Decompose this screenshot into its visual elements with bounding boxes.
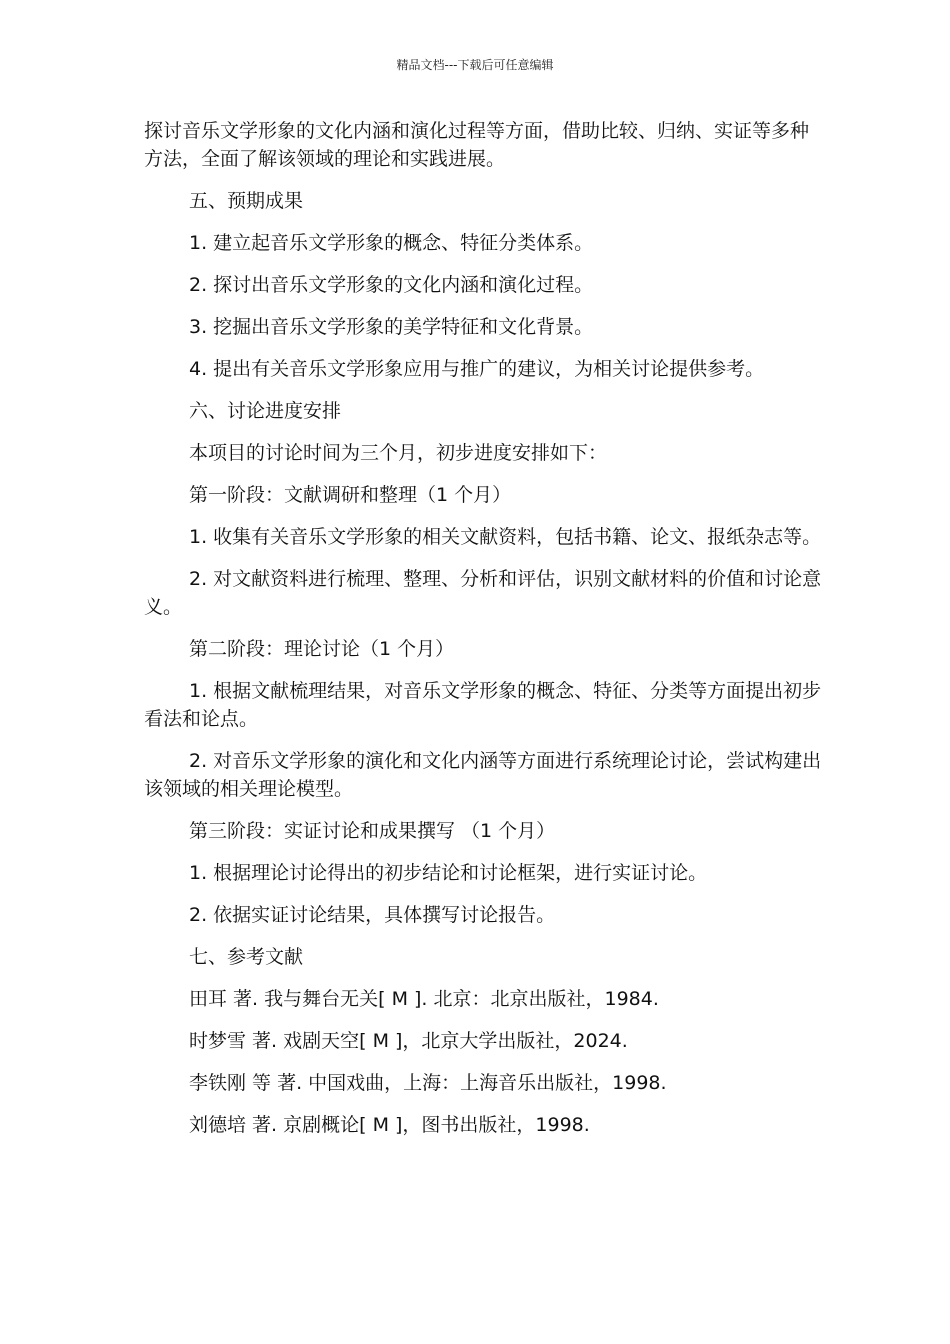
reference-item: 刘德培 著. 京剧概论[ M ]，图书出版社，1998. [189, 1114, 590, 1136]
page-header: 精品文档---下载后可任意编辑 [396, 58, 554, 72]
paragraph-schedule-intro: 本项目的讨论时间为三个月，初步进度安排如下： [189, 442, 608, 464]
list-item: 2. 对音乐文学形象的演化和文化内涵等方面进行系统理论讨论，尝试构建出该领域的相关理论模型。 [144, 750, 822, 800]
list-item: 4. 提出有关音乐文学形象应用与推广的建议，为相关讨论提供参考。 [189, 358, 765, 380]
list-item: 1. 建立起音乐文学形象的概念、特征分类体系。 [189, 232, 594, 254]
section-heading-references: 七、参考文献 [189, 946, 304, 968]
reference-item: 田耳 著. 我与舞台无关[ M ]. 北京：北京出版社，1984. [189, 988, 659, 1010]
paragraph-intro-continued: 探讨音乐文学形象的文化内涵和演化过程等方面，借助比较、归纳、实证等多种方法，全面了解该领域的理论和实践进展。 [144, 120, 810, 170]
reference-item: 时梦雪 著. 戏剧天空[ M ]，北京大学出版社，2024. [189, 1030, 628, 1052]
phase-heading-1: 第一阶段：文献调研和整理（1 个月） [189, 484, 512, 506]
section-heading-schedule: 六、讨论进度安排 [189, 400, 342, 422]
document-body [144, 117, 824, 1139]
list-item: 1. 收集有关音乐文学形象的相关文献资料，包括书籍、论文、报纸杂志等。 [189, 526, 822, 548]
section-heading-expected-results: 五、预期成果 [189, 190, 304, 212]
list-item: 2. 依据实证讨论结果，具体撰写讨论报告。 [189, 904, 556, 926]
list-item: 2. 探讨出音乐文学形象的文化内涵和演化过程。 [189, 274, 594, 296]
list-item: 1. 根据理论讨论得出的初步结论和讨论框架，进行实证讨论。 [189, 862, 708, 884]
phase-heading-2: 第二阶段：理论讨论（1 个月） [189, 638, 455, 660]
list-item: 1. 根据文献梳理结果，对音乐文学形象的概念、特征、分类等方面提出初步看法和论点。 [144, 680, 822, 730]
list-item: 2. 对文献资料进行梳理、整理、分析和评估，识别文献材料的价值和讨论意义。 [144, 568, 822, 618]
reference-item: 李铁刚 等 著. 中国戏曲，上海：上海音乐出版社，1998. [189, 1072, 667, 1094]
phase-heading-3: 第三阶段：实证讨论和成果撰写 （1 个月） [189, 820, 556, 842]
list-item: 3. 挖掘出音乐文学形象的美学特征和文化背景。 [189, 316, 594, 338]
